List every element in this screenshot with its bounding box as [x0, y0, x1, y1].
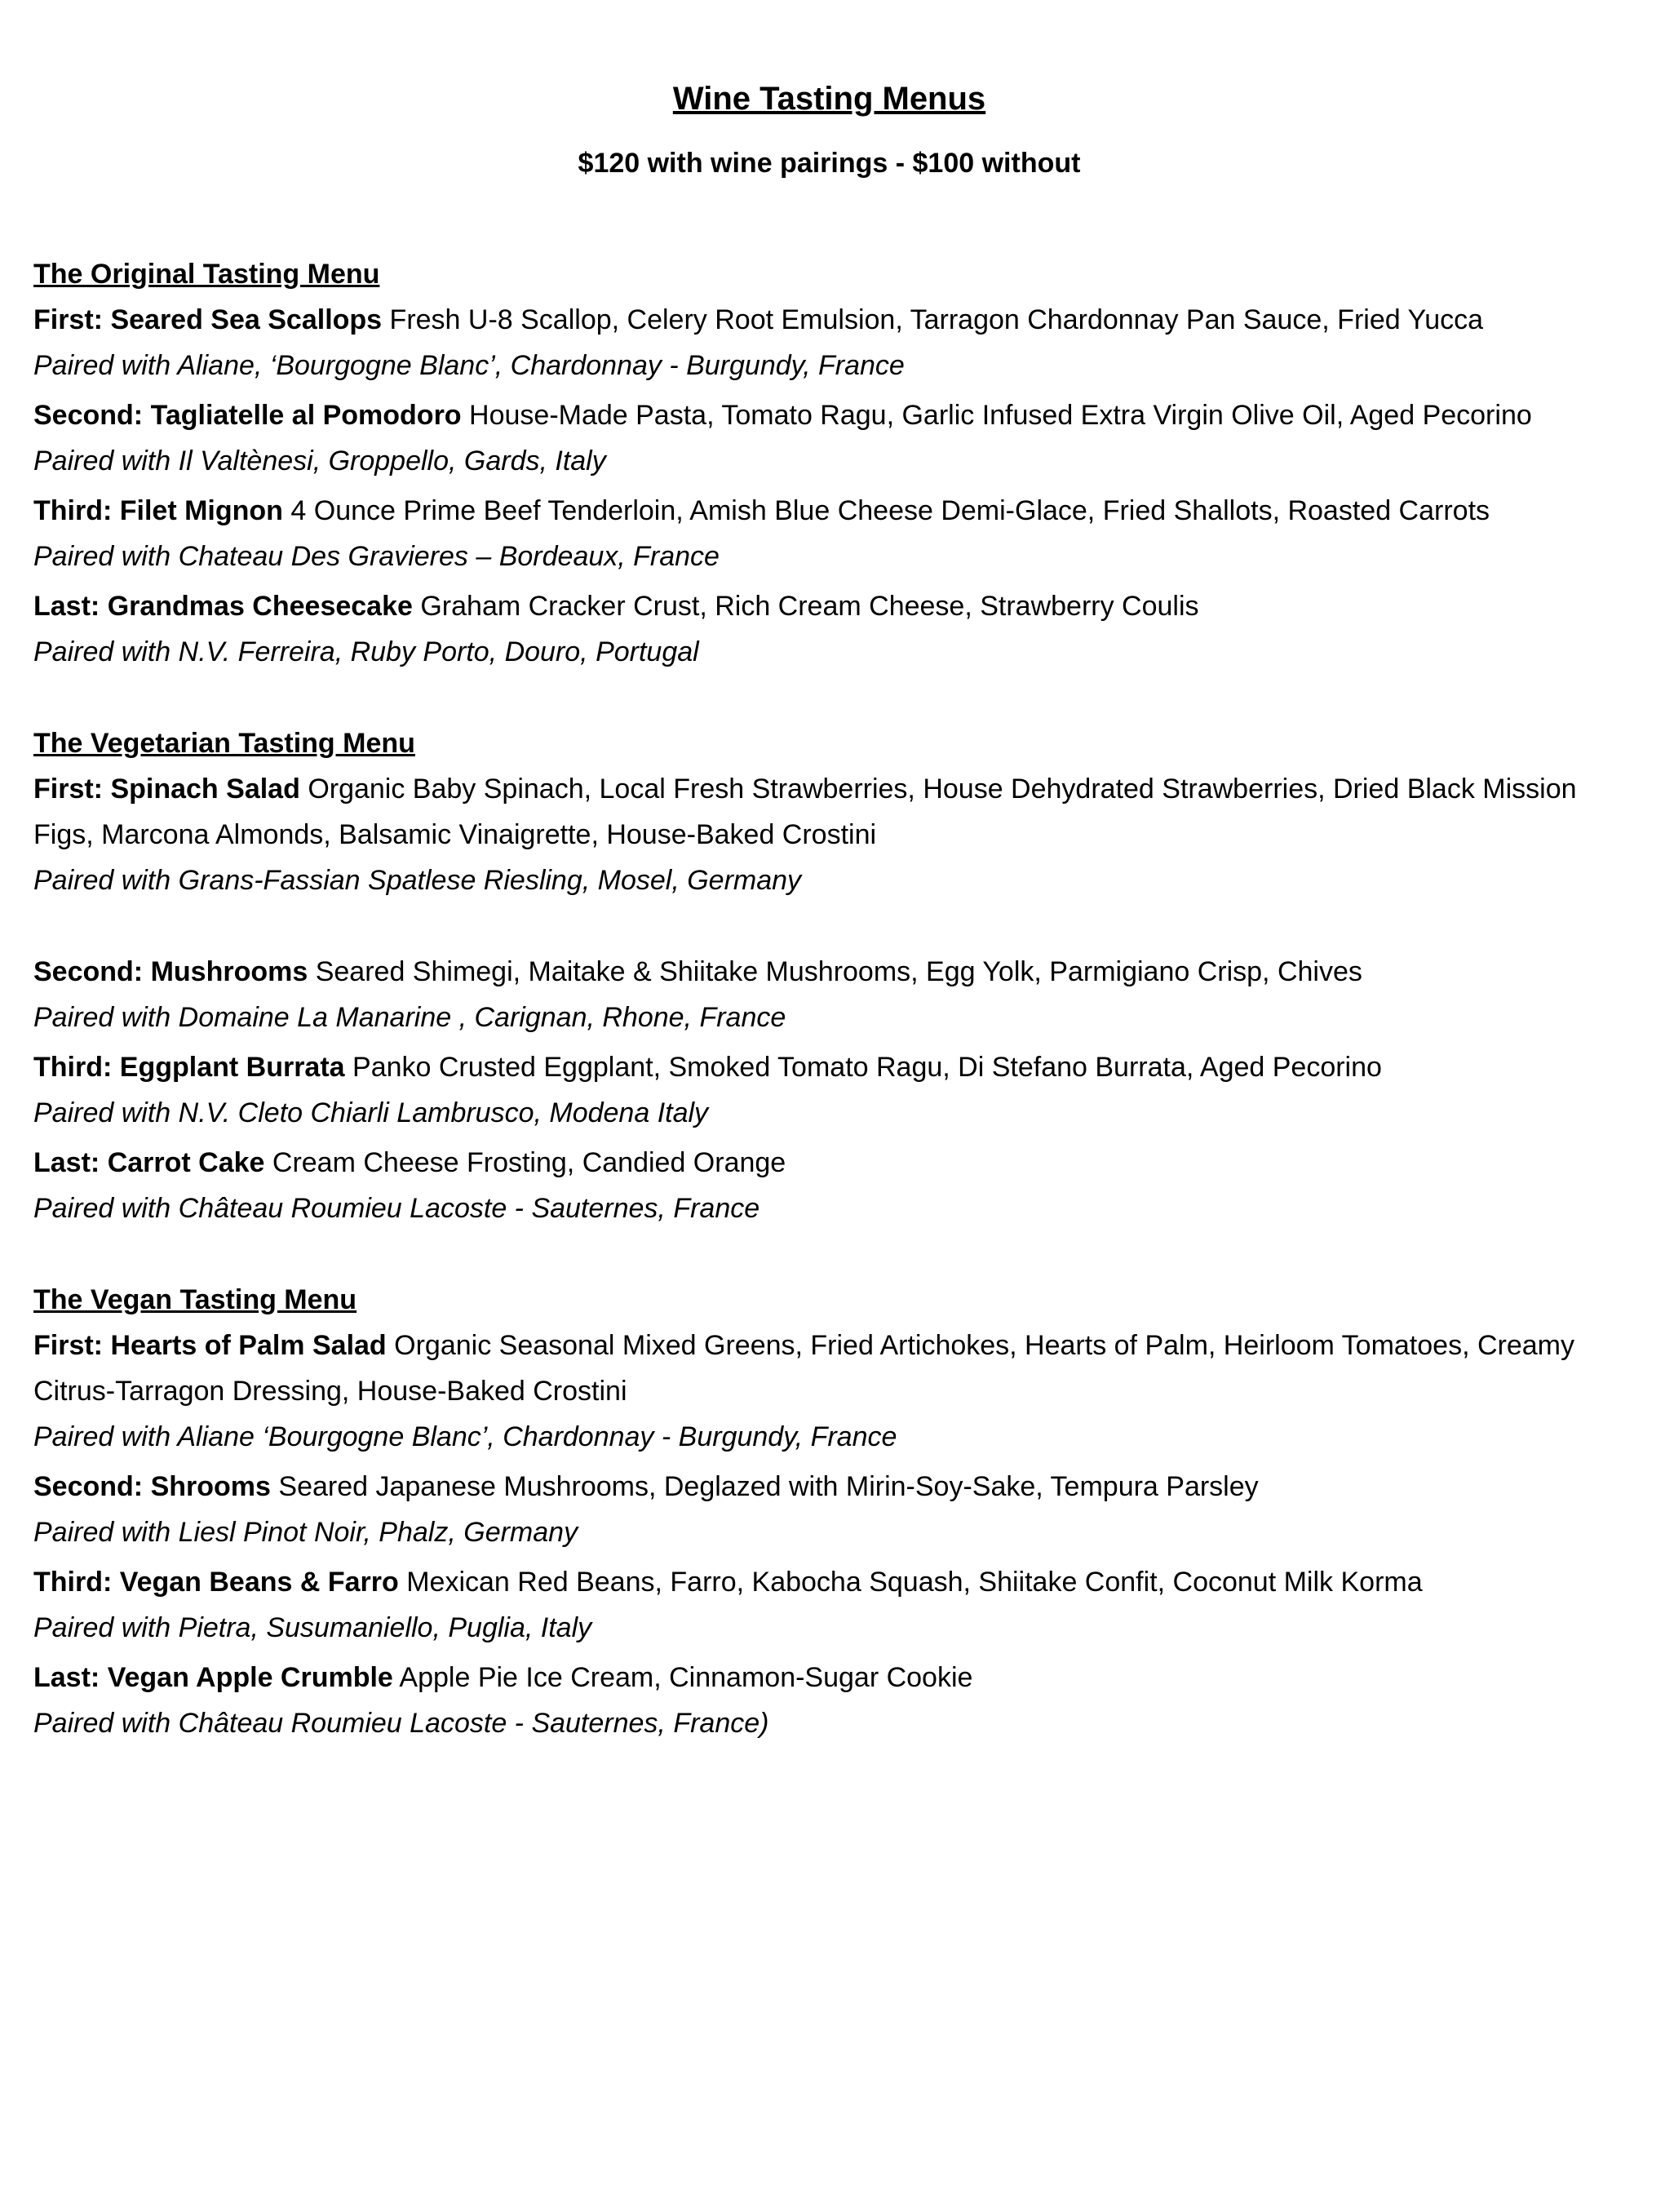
course-label: Last:	[33, 1147, 100, 1178]
course-label: Third:	[33, 1052, 113, 1083]
dish-description: Organic Baby Spinach, Local Fresh Strawberries, House Dehydrated Strawberries, Dried Black Mission Figs, Marcona Almonds, Balsamic Vinaigrette, House-Baked Crostini	[33, 774, 1577, 850]
course-label: First:	[33, 304, 103, 335]
course-third	[33, 1559, 1625, 1651]
vegetarian-tasting-menu	[33, 720, 1625, 1231]
course-last	[33, 1140, 1625, 1231]
wine-pairing: Paired with Chateau Des Gravieres – Bordeaux, France	[33, 541, 720, 572]
course-last	[33, 583, 1625, 675]
dish-description: Graham Cracker Crust, Rich Cream Cheese, Strawberry Coulis	[420, 591, 1199, 622]
course-first	[33, 766, 1625, 903]
course-label: Last:	[33, 1662, 100, 1693]
dish-description: Panko Crusted Eggplant, Smoked Tomato Ragu, Di Stefano Burrata, Aged Pecorino	[352, 1052, 1382, 1083]
course-first	[33, 297, 1625, 388]
dish-description: 4 Ounce Prime Beef Tenderloin, Amish Blue Cheese Demi-Glace, Fried Shallots, Roasted Carrots	[290, 495, 1490, 526]
vegan-tasting-menu	[33, 1277, 1625, 1746]
dish-name: Vegan Beans & Farro	[119, 1567, 399, 1598]
dish-description: Organic Seasonal Mixed Greens, Fried Artichokes, Hearts of Palm, Heirloom Tomatoes, Creamy Citrus-Tarragon Dressing, House-Baked Crostini	[33, 1330, 1574, 1407]
dish-description: Apple Pie Ice Cream, Cinnamon-Sugar Cookie	[399, 1662, 973, 1693]
dish-name: Hearts of Palm Salad	[110, 1330, 387, 1361]
wine-pairing: Paired with Grans-Fassian Spatlese Riesling, Mosel, Germany	[33, 865, 802, 896]
dish-description: Cream Cheese Frosting, Candied Orange	[272, 1147, 786, 1178]
wine-pairing: Paired with N.V. Ferreira, Ruby Porto, Douro, Portugal	[33, 636, 699, 667]
menu-heading: The Vegetarian Tasting Menu	[33, 728, 415, 759]
original-tasting-menu	[33, 251, 1625, 675]
course-label: First:	[33, 774, 103, 805]
dish-name: Mushrooms	[150, 956, 308, 987]
dish-name: Spinach Salad	[110, 774, 300, 805]
wine-pairing: Paired with Château Roumieu Lacoste - Sauternes, France	[33, 1193, 760, 1224]
course-third	[33, 1044, 1625, 1136]
wine-pairing: Paired with N.V. Cleto Chiarli Lambrusco, Modena Italy	[33, 1097, 709, 1128]
course-label: Third:	[33, 1567, 113, 1598]
course-label: First:	[33, 1330, 103, 1361]
course-label: Last:	[33, 591, 100, 622]
page-title: Wine Tasting Menus	[672, 81, 986, 117]
price-subtitle: $120 with wine pairings - $100 without	[578, 148, 1081, 179]
course-last	[33, 1655, 1625, 1746]
dish-name: Tagliatelle al Pomodoro	[150, 400, 462, 431]
dish-name: Grandmas Cheesecake	[107, 591, 413, 622]
dish-description: Mexican Red Beans, Farro, Kabocha Squash, Shiitake Confit, Coconut Milk Korma	[406, 1567, 1423, 1598]
dish-name: Carrot Cake	[107, 1147, 265, 1178]
menu-heading: The Vegan Tasting Menu	[33, 1284, 357, 1315]
dish-description: Seared Shimegi, Maitake & Shiitake Mushrooms, Egg Yolk, Parmigiano Crisp, Chives	[315, 956, 1362, 987]
course-third	[33, 488, 1625, 579]
wine-pairing: Paired with Aliane, ‘Bourgogne Blanc’, Chardonnay - Burgundy, France	[33, 350, 905, 381]
wine-pairing: Paired with Pietra, Susumaniello, Puglia, Italy	[33, 1612, 592, 1643]
course-label: Second:	[33, 1471, 144, 1502]
wine-pairing: Paired with Aliane ‘Bourgogne Blanc’, Chardonnay - Burgundy, France	[33, 1421, 897, 1452]
wine-pairing: Paired with Liesl Pinot Noir, Phalz, Germany	[33, 1517, 578, 1548]
course-label: Third:	[33, 495, 113, 526]
course-first	[33, 1323, 1625, 1460]
menu-heading: The Original Tasting Menu	[33, 259, 380, 290]
wine-pairing: Paired with Il Valtènesi, Groppello, Gards, Italy	[33, 446, 606, 477]
dish-name: Filet Mignon	[119, 495, 283, 526]
dish-name: Eggplant Burrata	[119, 1052, 345, 1083]
dish-name: Seared Sea Scallops	[110, 304, 383, 335]
course-second	[33, 392, 1625, 484]
dish-description: House-Made Pasta, Tomato Ragu, Garlic Infused Extra Virgin Olive Oil, Aged Pecorino	[469, 400, 1532, 431]
dish-name: Vegan Apple Crumble	[107, 1662, 393, 1693]
dish-name: Shrooms	[150, 1471, 271, 1502]
course-second	[33, 1464, 1625, 1555]
dish-description: Seared Japanese Mushrooms, Deglazed with Mirin-Soy-Sake, Tempura Parsley	[278, 1471, 1259, 1502]
course-label: Second:	[33, 956, 144, 987]
course-label: Second:	[33, 400, 144, 431]
course-second	[33, 949, 1625, 1040]
dish-description: Fresh U-8 Scallop, Celery Root Emulsion, Tarragon Chardonnay Pan Sauce, Fried Yucca	[389, 304, 1484, 335]
wine-pairing: Paired with Domaine La Manarine , Carignan, Rhone, France	[33, 1002, 786, 1033]
wine-pairing: Paired with Château Roumieu Lacoste - Sauternes, France)	[33, 1708, 769, 1739]
